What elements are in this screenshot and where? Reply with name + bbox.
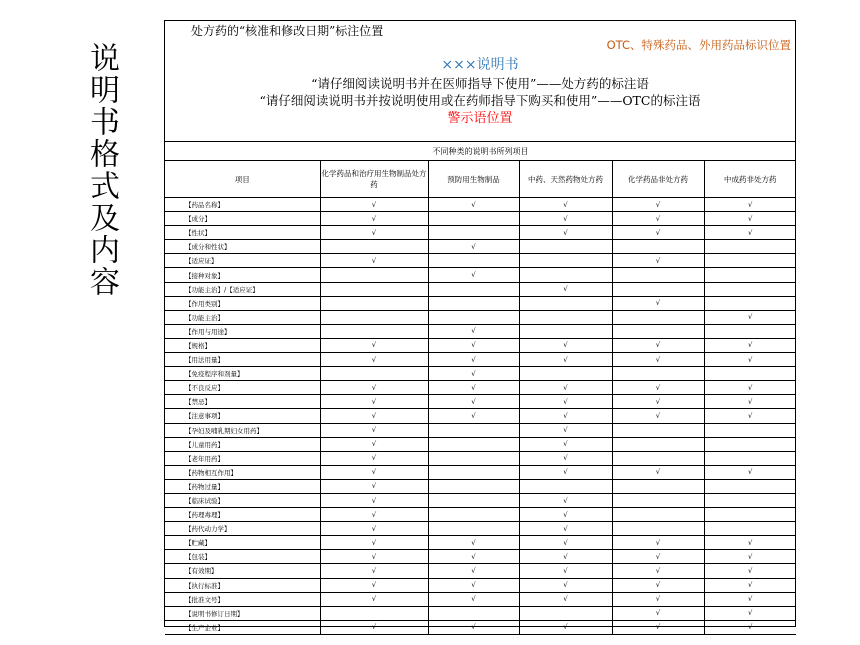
empty-cell <box>519 254 612 268</box>
row-item-label: 【生产企业】 <box>165 620 320 634</box>
check-mark-cell: √ <box>428 240 519 254</box>
row-item-label: 【适应证】 <box>165 254 320 268</box>
table-row <box>165 437 796 451</box>
empty-cell <box>428 423 519 437</box>
check-mark-cell: √ <box>320 226 428 240</box>
empty-cell <box>320 268 428 282</box>
empty-cell <box>519 606 612 620</box>
empty-cell <box>519 324 612 338</box>
row-item-label: 【药理毒理】 <box>165 508 320 522</box>
check-mark-cell: √ <box>704 606 796 620</box>
check-mark-cell: √ <box>612 381 704 395</box>
empty-cell <box>519 310 612 324</box>
prescription-notice: “请仔细阅读说明书并在医师指导下使用”——处方药的标注语 <box>311 76 649 91</box>
check-mark-cell: √ <box>704 592 796 606</box>
check-mark-cell: √ <box>428 268 519 282</box>
row-item-label: 【临床试验】 <box>165 493 320 507</box>
empty-cell <box>320 310 428 324</box>
check-mark-cell: √ <box>320 254 428 268</box>
table-row <box>165 606 796 620</box>
check-mark-cell: √ <box>320 437 428 451</box>
check-mark-cell: √ <box>612 212 704 226</box>
table-row <box>165 353 796 367</box>
check-mark-cell: √ <box>612 578 704 592</box>
check-mark-cell: √ <box>320 381 428 395</box>
table-row <box>165 226 796 240</box>
row-item-label: 【注意事项】 <box>165 409 320 423</box>
row-item-label: 【孕妇及哺乳期妇女用药】 <box>165 423 320 437</box>
check-mark-cell: √ <box>519 212 612 226</box>
check-mark-cell: √ <box>519 465 612 479</box>
empty-cell <box>428 451 519 465</box>
check-mark-cell: √ <box>519 564 612 578</box>
table-row <box>165 479 796 493</box>
empty-cell <box>704 479 796 493</box>
row-item-label: 【功能主治】/【适应证】 <box>165 282 320 296</box>
row-item-label: 【功能主治】 <box>165 310 320 324</box>
table-row <box>165 254 796 268</box>
row-item-label: 【老年用药】 <box>165 451 320 465</box>
table-row <box>165 198 796 212</box>
instruction-format-panel <box>164 20 796 632</box>
empty-cell <box>612 423 704 437</box>
check-mark-cell: √ <box>428 324 519 338</box>
check-mark-cell: √ <box>320 198 428 212</box>
table-row <box>165 409 796 423</box>
check-mark-cell: √ <box>612 395 704 409</box>
empty-cell <box>704 367 796 381</box>
check-mark-cell: √ <box>704 564 796 578</box>
table-row <box>165 381 796 395</box>
check-mark-cell: √ <box>704 310 796 324</box>
empty-cell <box>519 296 612 310</box>
check-mark-cell: √ <box>519 508 612 522</box>
empty-cell <box>612 493 704 507</box>
empty-cell <box>320 282 428 296</box>
check-mark-cell: √ <box>519 423 612 437</box>
check-mark-cell: √ <box>519 395 612 409</box>
empty-cell <box>704 254 796 268</box>
check-mark-cell: √ <box>320 536 428 550</box>
check-mark-cell: √ <box>320 465 428 479</box>
row-item-label: 【药品名称】 <box>165 198 320 212</box>
row-item-label: 【免疫程序和剂量】 <box>165 367 320 381</box>
side-title: 说明书格式及内容 <box>84 42 119 298</box>
empty-cell <box>428 606 519 620</box>
check-mark-cell: √ <box>704 353 796 367</box>
leaflet-header <box>165 21 795 142</box>
empty-cell <box>704 423 796 437</box>
row-item-label: 【儿童用药】 <box>165 437 320 451</box>
check-mark-cell: √ <box>519 282 612 296</box>
check-mark-cell: √ <box>320 353 428 367</box>
check-mark-cell: √ <box>612 606 704 620</box>
row-item-label: 【说明书修订日期】 <box>165 606 320 620</box>
check-mark-cell: √ <box>428 536 519 550</box>
check-mark-cell: √ <box>612 353 704 367</box>
check-mark-cell: √ <box>519 226 612 240</box>
check-mark-cell: √ <box>428 338 519 352</box>
table-row <box>165 522 796 536</box>
check-mark-cell: √ <box>612 226 704 240</box>
check-mark-cell: √ <box>519 620 612 634</box>
table-row <box>165 550 796 564</box>
empty-cell <box>612 508 704 522</box>
check-mark-cell: √ <box>612 550 704 564</box>
table-row <box>165 212 796 226</box>
check-mark-cell: √ <box>320 508 428 522</box>
check-mark-cell: √ <box>704 578 796 592</box>
column-header-tcm-otc: 中成药非处方药 <box>704 161 796 198</box>
row-item-label: 【作用类别】 <box>165 296 320 310</box>
check-mark-cell: √ <box>519 592 612 606</box>
check-mark-cell: √ <box>704 409 796 423</box>
row-item-label: 【有效期】 <box>165 564 320 578</box>
empty-cell <box>612 282 704 296</box>
empty-cell <box>704 240 796 254</box>
table-row <box>165 592 796 606</box>
row-item-label: 【成分】 <box>165 212 320 226</box>
check-mark-cell: √ <box>428 564 519 578</box>
empty-cell <box>612 451 704 465</box>
column-header-chemical-rx: 化学药品和治疗用生物制品处方药 <box>320 161 428 198</box>
empty-cell <box>320 296 428 310</box>
empty-cell <box>704 508 796 522</box>
table-row <box>165 465 796 479</box>
empty-cell <box>704 324 796 338</box>
table-caption: 不同种类的说明书所列项目 <box>165 142 796 161</box>
empty-cell <box>519 367 612 381</box>
check-mark-cell: √ <box>612 296 704 310</box>
table-row <box>165 282 796 296</box>
check-mark-cell: √ <box>612 564 704 578</box>
empty-cell <box>704 522 796 536</box>
empty-cell <box>519 240 612 254</box>
table-row <box>165 620 796 634</box>
column-header-item: 项目 <box>165 161 320 198</box>
empty-cell <box>612 240 704 254</box>
warning-position-label: 警示语位置 <box>447 111 513 126</box>
row-item-label: 【批准文号】 <box>165 592 320 606</box>
empty-cell <box>704 437 796 451</box>
row-item-label: 【禁忌】 <box>165 395 320 409</box>
empty-cell <box>428 212 519 226</box>
check-mark-cell: √ <box>428 592 519 606</box>
check-mark-cell: √ <box>519 536 612 550</box>
row-item-label: 【包装】 <box>165 550 320 564</box>
check-mark-cell: √ <box>704 212 796 226</box>
table-row <box>165 338 796 352</box>
empty-cell <box>428 310 519 324</box>
check-mark-cell: √ <box>704 550 796 564</box>
check-mark-cell: √ <box>320 451 428 465</box>
table-header-row <box>165 161 796 198</box>
table-row <box>165 578 796 592</box>
check-mark-cell: √ <box>704 381 796 395</box>
table-row <box>165 395 796 409</box>
row-item-label: 【贮藏】 <box>165 536 320 550</box>
empty-cell <box>428 282 519 296</box>
empty-cell <box>519 268 612 282</box>
check-mark-cell: √ <box>320 409 428 423</box>
check-mark-cell: √ <box>320 395 428 409</box>
check-mark-cell: √ <box>320 620 428 634</box>
check-mark-cell: √ <box>320 550 428 564</box>
check-mark-cell: √ <box>612 409 704 423</box>
check-mark-cell: √ <box>612 198 704 212</box>
empty-cell <box>704 268 796 282</box>
column-header-chemical-otc: 化学药品非处方药 <box>612 161 704 198</box>
row-item-label: 【执行标准】 <box>165 578 320 592</box>
check-mark-cell: √ <box>704 620 796 634</box>
check-mark-cell: √ <box>320 522 428 536</box>
empty-cell <box>704 493 796 507</box>
check-mark-cell: √ <box>428 353 519 367</box>
row-item-label: 【药代动力学】 <box>165 522 320 536</box>
column-header-tcm-rx: 中药、天然药物处方药 <box>519 161 612 198</box>
check-mark-cell: √ <box>320 479 428 493</box>
empty-cell <box>612 310 704 324</box>
column-header-vaccine: 预防用生物制品 <box>428 161 519 198</box>
check-mark-cell: √ <box>428 381 519 395</box>
empty-cell <box>428 522 519 536</box>
row-item-label: 【不良反应】 <box>165 381 320 395</box>
table-row <box>165 310 796 324</box>
check-mark-cell: √ <box>612 465 704 479</box>
check-mark-cell: √ <box>704 198 796 212</box>
row-item-label: 【作用与用途】 <box>165 324 320 338</box>
check-mark-cell: √ <box>519 409 612 423</box>
empty-cell <box>612 268 704 282</box>
table-row <box>165 367 796 381</box>
empty-cell <box>428 437 519 451</box>
check-mark-cell: √ <box>519 493 612 507</box>
empty-cell <box>612 479 704 493</box>
check-mark-cell: √ <box>428 367 519 381</box>
row-item-label: 【性状】 <box>165 226 320 240</box>
empty-cell <box>704 296 796 310</box>
check-mark-cell: √ <box>320 578 428 592</box>
table-row <box>165 268 796 282</box>
check-mark-cell: √ <box>519 198 612 212</box>
empty-cell <box>428 479 519 493</box>
check-mark-cell: √ <box>428 198 519 212</box>
empty-cell <box>428 296 519 310</box>
otc-notice: “请仔细阅读说明书并按说明使用或在药师指导下购买和使用”——OTC的标注语 <box>259 93 701 108</box>
empty-cell <box>320 324 428 338</box>
check-mark-cell: √ <box>320 212 428 226</box>
empty-cell <box>612 324 704 338</box>
table-row <box>165 536 796 550</box>
check-mark-cell: √ <box>519 437 612 451</box>
check-mark-cell: √ <box>519 451 612 465</box>
check-mark-cell: √ <box>612 338 704 352</box>
check-mark-cell: √ <box>428 578 519 592</box>
check-mark-cell: √ <box>519 338 612 352</box>
empty-cell <box>612 437 704 451</box>
check-mark-cell: √ <box>519 578 612 592</box>
empty-cell <box>320 240 428 254</box>
check-mark-cell: √ <box>428 409 519 423</box>
empty-cell <box>320 606 428 620</box>
check-mark-cell: √ <box>320 423 428 437</box>
check-mark-cell: √ <box>428 550 519 564</box>
table-row <box>165 423 796 437</box>
check-mark-cell: √ <box>320 592 428 606</box>
check-mark-cell: √ <box>519 381 612 395</box>
check-mark-cell: √ <box>320 564 428 578</box>
table-row <box>165 324 796 338</box>
approval-date-position-label: 处方药的“核准和修改日期”标注位置 <box>191 24 384 38</box>
table-row <box>165 296 796 310</box>
empty-cell <box>428 508 519 522</box>
check-mark-cell: √ <box>612 620 704 634</box>
table-row <box>165 451 796 465</box>
row-item-label: 【用法用量】 <box>165 353 320 367</box>
check-mark-cell: √ <box>612 254 704 268</box>
empty-cell <box>704 451 796 465</box>
row-item-label: 【药物相互作用】 <box>165 465 320 479</box>
check-mark-cell: √ <box>704 395 796 409</box>
check-mark-cell: √ <box>704 226 796 240</box>
check-mark-cell: √ <box>612 592 704 606</box>
items-table <box>165 142 796 635</box>
empty-cell <box>612 367 704 381</box>
row-item-label: 【药物过量】 <box>165 479 320 493</box>
empty-cell <box>428 465 519 479</box>
check-mark-cell: √ <box>519 522 612 536</box>
row-item-label: 【成分和性状】 <box>165 240 320 254</box>
empty-cell <box>612 522 704 536</box>
empty-cell <box>428 226 519 240</box>
row-item-label: 【接种对象】 <box>165 268 320 282</box>
table-row <box>165 564 796 578</box>
table-row <box>165 240 796 254</box>
check-mark-cell: √ <box>428 395 519 409</box>
check-mark-cell: √ <box>704 465 796 479</box>
empty-cell <box>428 493 519 507</box>
table-row <box>165 508 796 522</box>
check-mark-cell: √ <box>428 620 519 634</box>
check-mark-cell: √ <box>612 536 704 550</box>
empty-cell <box>320 367 428 381</box>
row-item-label: 【规格】 <box>165 338 320 352</box>
empty-cell <box>519 479 612 493</box>
check-mark-cell: √ <box>704 536 796 550</box>
table-row <box>165 493 796 507</box>
leaflet-title: ×××说明书 <box>441 57 519 73</box>
empty-cell <box>704 282 796 296</box>
check-mark-cell: √ <box>320 493 428 507</box>
check-mark-cell: √ <box>519 353 612 367</box>
empty-cell <box>428 254 519 268</box>
check-mark-cell: √ <box>704 338 796 352</box>
check-mark-cell: √ <box>320 338 428 352</box>
check-mark-cell: √ <box>519 550 612 564</box>
otc-mark-position-label: OTC、特殊药品、外用药品标识位置 <box>606 38 791 52</box>
